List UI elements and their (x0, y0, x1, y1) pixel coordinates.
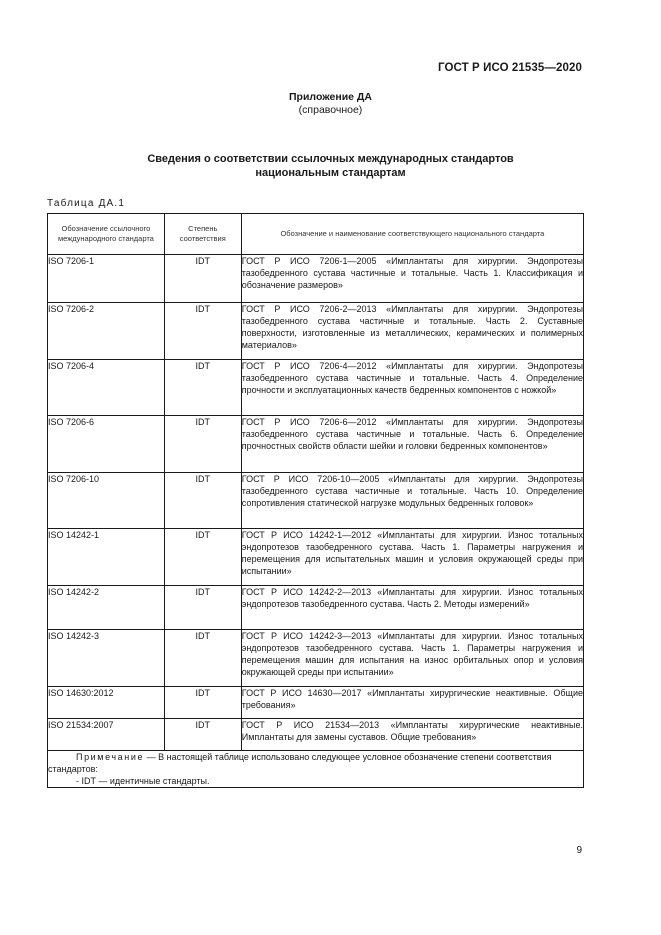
cell-degree: IDT (164, 416, 241, 473)
table-row (48, 473, 584, 529)
table-row (48, 529, 584, 586)
table-caption: Таблица ДА.1 (47, 198, 126, 209)
cell-degree: IDT (164, 473, 241, 529)
cell-national-standard: ГОСТ Р ИСО 7206-6—2012 «Имплантаты для хирургии. Эндопротезы тазобедренного сустава частичные и тотальные. Часть 6. Определение прочностных свойств области шейки и головки бедренных компонентов» (241, 416, 583, 473)
cell-international-id: ISO 7206-6 (48, 416, 165, 473)
cell-international-id: ISO 7206-4 (48, 360, 165, 416)
note-text: — В настоящей таблице использовано следующее условное обозначение степени соответствия стандартов: (48, 752, 552, 774)
table-row (48, 255, 584, 303)
table-row (48, 586, 584, 630)
cell-international-id: ISO 7206-1 (48, 255, 165, 303)
table-note (48, 751, 584, 788)
appendix-subtitle: (справочное) (298, 104, 363, 116)
cell-international-id: ISO 14242-2 (48, 586, 165, 630)
header-national-standard: Обозначение и наименование соответствующего национального стандарта (241, 214, 583, 255)
cell-national-standard: ГОСТ Р ИСО 7206-10—2005 «Имплантаты для хирургии. Эндопротезы тазобедренного сустава частичные и тотальные. Часть 10. Определение сопротивления статической нагрузке модульных бедренных головок» (241, 473, 583, 529)
cell-degree: IDT (164, 719, 241, 751)
cell-international-id: ISO 14630:2012 (48, 687, 165, 719)
cell-national-standard: ГОСТ Р ИСО 7206-1—2005 «Имплантаты для хирургии. Эндопротезы тазобедренного сустава частичные и тотальные. Часть 1. Классификация и обозначение размеров» (241, 255, 583, 303)
cell-national-standard: ГОСТ Р ИСО 14242-1—2012 «Имплантаты для хирургии. Износ тотальных эндопротезов тазобедренного сустава. Часть 1. Параметры нагружения и перемещения для испытательных машин и условия окружающей среды при испытании» (241, 529, 583, 586)
cell-national-standard: ГОСТ Р ИСО 14630—2017 «Имплантаты хирургические неактивные. Общие требования» (241, 687, 583, 719)
section-title-line-1: Сведения о соответствии ссылочных международных стандартов (147, 153, 514, 165)
table-row (48, 719, 584, 751)
cell-international-id: ISO 14242-3 (48, 630, 165, 687)
cell-national-standard: ГОСТ Р ИСО 21534—2013 «Имплантаты хирургические неактивные. Имплантаты для замены суставов. Общие требования» (241, 719, 583, 751)
cell-international-id: ISO 7206-2 (48, 303, 165, 360)
cell-international-id: ISO 7206-10 (48, 473, 165, 529)
table-row (48, 416, 584, 473)
table-header-row (48, 214, 584, 255)
section-title (0, 152, 661, 180)
cell-national-standard: ГОСТ Р ИСО 7206-2—2013 «Имплантаты для хирургии. Эндопротезы тазобедренного сустава частичные и тотальные. Часть 2. Суставные поверхности, изготовленные из металлических, керамических и полимерных материалов» (241, 303, 583, 360)
cell-national-standard: ГОСТ Р ИСО 14242-2—2013 «Имплантаты для хирургии. Износ тотальных эндопротезов тазобедренного сустава. Часть 2. Методы измерений» (241, 586, 583, 630)
standards-correspondence-table (47, 213, 584, 788)
cell-degree: IDT (164, 529, 241, 586)
table-row (48, 303, 584, 360)
section-title-line-2: национальным стандартам (255, 167, 406, 179)
note-bullet: - IDT — идентичные стандарты. (76, 776, 210, 786)
cell-national-standard: ГОСТ Р ИСО 14242-3—2013 «Имплантаты для хирургии. Износ тотальных эндопротезов тазобедренного сустава. Часть 1. Параметры нагружения и перемещения машин для испытания на износ орбитальных опор и условия окружающей среды при испытании» (241, 630, 583, 687)
table-row (48, 360, 584, 416)
cell-degree: IDT (164, 303, 241, 360)
cell-international-id: ISO 14242-1 (48, 529, 165, 586)
appendix-title: Приложение ДА (289, 91, 372, 103)
header-international-standard: Обозначение ссылочного международного стандарта (48, 214, 165, 255)
note-label: Примечание (76, 752, 145, 762)
header-degree: Степень соответствия (164, 214, 241, 255)
cell-degree: IDT (164, 255, 241, 303)
cell-degree: IDT (164, 586, 241, 630)
table-row (48, 630, 584, 687)
cell-degree: IDT (164, 630, 241, 687)
cell-degree: IDT (164, 360, 241, 416)
table-row (48, 687, 584, 719)
page-number: 9 (576, 845, 582, 856)
cell-national-standard: ГОСТ Р ИСО 7206-4—2012 «Имплантаты для хирургии. Эндопротезы тазобедренного сустава частичные и тотальные. Часть 4. Определение прочности и эксплуатационных качеств бедренных компонентов с ножкой» (241, 360, 583, 416)
cell-international-id: ISO 21534:2007 (48, 719, 165, 751)
table-note-row (48, 751, 584, 788)
cell-degree: IDT (164, 687, 241, 719)
document-code: ГОСТ Р ИСО 21535—2020 (437, 62, 582, 74)
appendix-heading (0, 91, 661, 117)
